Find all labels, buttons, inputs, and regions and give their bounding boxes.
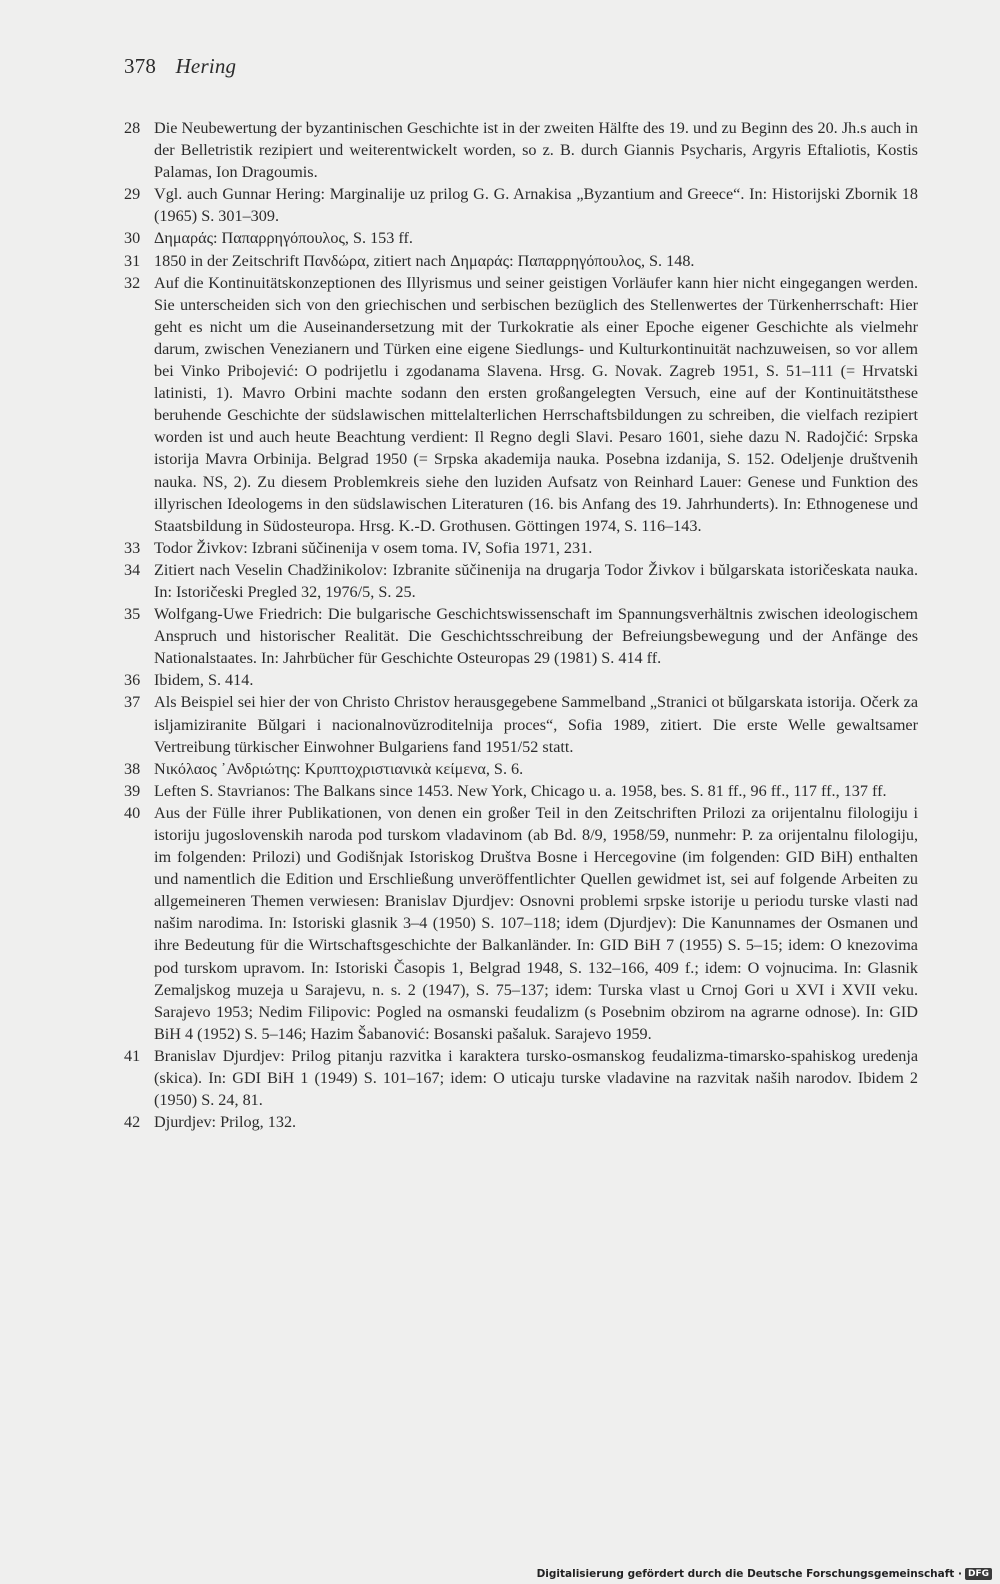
footnote-number: 41 (124, 1046, 141, 1065)
credit-text: Digitalisierung gefördert durch die Deutsche Forschungsgemeinschaft · (536, 1568, 962, 1580)
footnote-number: 38 (124, 759, 141, 778)
footnote-number: 40 (124, 803, 141, 822)
footnote-text: Die Neubewertung der byzantinischen Geschichte ist in der zweiten Hälfte des 19. und zu Beginn des 20. Jh.s auch in der Belletristik rezipiert und weiterentwickelt worden, so z. B. durch Giannis Psycharis, Argyris Eftaliotis, Kostis Palamas, Ion Dragoumis. (154, 119, 918, 182)
footnote-34 (124, 559, 918, 603)
footnote-36 (124, 669, 918, 691)
footnote-39 (124, 780, 918, 802)
footnote-42 (124, 1111, 918, 1133)
footnote-text: Todor Živkov: Izbrani sŭčinenija v osem toma. IV, Sofia 1971, 231. (154, 538, 593, 557)
footnote-28 (124, 117, 918, 183)
footnote-37 (124, 691, 918, 757)
footnote-text: Wolfgang-Uwe Friedrich: Die bulgarische Geschichtswissenschaft im Spannungsverhältnis zwischen ideologischem Anspruch und historischer Realität. Die Geschichtsschreibung der Befreiungsbewegung und der Anfänge des Nationalstaates. In: Jahrbücher für Geschichte Osteuropas 29 (1981) S. 414 ff. (154, 605, 918, 668)
footnote-text: Νικόλαος ᾿Ανδριώτης: Κρυπτοχριστιανικὰ κείμενα, S. 6. (154, 759, 524, 778)
footnote-text: Aus der Fülle ihrer Publikationen, von denen ein großer Teil in den Zeitschriften Prilozi za orijentalnu filologiju i istoriju jugoslovenskih naroda pod turskom vladavinom (ab Bd. 8/9, 1958/59, nunmehr: P. za orijentalnu filologiju, im folgenden: Prilozi) und Godišnjak Istoriskog Društva Bosne i Hercegovine (im folgenden: GID BiH) enthalten und namentlich die Edition und Erschließung unveröffentlichter Quellen gewidmet ist, sei auf folgende Arbeiten zu allgemeineren Themen verwiesen: Branislav Djurdjev: Osnovni problemi srpske istorije u periodu turske vlasti nad našim narodima. In: Istoriski glasnik 3–4 (1950) S. 107–118; idem (Djurdjev): Die Kanunnames der Osmanen und ihre Bedeutung für die Wirtschaftsgeschichte der Balkanländer. In: GID BiH 7 (1955) S. 5–15; idem: O knezovima pod turskom upravom. In: Istoriski Časopis 1, Belgrad 1948, S. 132–166, 409 f.; idem: O vojnucima. In: Glasnik Zemaljskog muzeja u Sarajevu, n. s. 2 (1947), S. 75–137; idem: Turska vlast u Crnoj Gori u XVI i XVII veku. Sarajevo 1953; Nedim Filipovic: Pogled na osmanski feudalizm (s Posebnim obzirom na agrarne odnose). In: GID BiH 4 (1952) S. 5–146; Hazim Šabanović: Bosanski pašaluk. Sarajevo 1959. (154, 803, 918, 1043)
footnote-text: Branislav Djurdjev: Prilog pitanju razvitka i karaktera tursko-osmanskog feudalizma-timarsko-spahiskog uredenja (skica). In: GDI BiH 1 (1949) S. 101–167; idem: O uticaju turske vladavine na razvitak naših narodov. Ibidem 2 (1950) S. 24, 81. (154, 1046, 918, 1110)
footnote-33 (124, 537, 918, 559)
footnote-number: 36 (124, 671, 141, 690)
footnote-number: 35 (124, 605, 141, 624)
digitization-credit (537, 1568, 992, 1580)
running-head: Hering (175, 54, 237, 78)
dfg-logo: DFG (965, 1568, 992, 1580)
footnote-35 (124, 603, 918, 669)
footnote-40 (124, 802, 918, 1045)
footnote-text: Δημαράς: Παπαρρηγόπουλος, S. 153 ff. (154, 229, 413, 248)
footnote-number: 37 (124, 693, 141, 712)
footnote-text: Vgl. auch Gunnar Hering: Marginalije uz prilog G. G. Arnakisa „Byzantium and Greece“. In: Historijski Zbornik 18 (1965) S. 301–309. (154, 185, 918, 226)
footnote-38 (124, 758, 918, 780)
footnote-text: 1850 in der Zeitschrift Πανδώρα, zitiert nach Δημαράς: Παπαρρηγόπουλος, S. 148. (154, 251, 695, 270)
footnote-number: 29 (124, 185, 141, 204)
footnote-number: 31 (124, 251, 141, 270)
footnotes (124, 117, 918, 1133)
footnote-text: Ibidem, S. 414. (154, 671, 254, 690)
footnote-number: 39 (124, 781, 141, 800)
page-header (124, 54, 236, 79)
footnote-29 (124, 183, 918, 227)
footnote-number: 33 (124, 538, 141, 557)
footnote-text: Zitiert nach Veselin Chadžinikolov: Izbranite sŭčinenija na drugarja Todor Živkov i bŭlgarskata istoričeskata nauka. In: Istoričeski Pregled 32, 1976/5, S. 25. (154, 560, 918, 601)
footnote-31 (124, 250, 918, 272)
footnote-text: Djurdjev: Prilog, 132. (154, 1113, 297, 1132)
footnote-number: 30 (124, 229, 141, 248)
footnote-text: Leften S. Stavrianos: The Balkans since 1453. New York, Chicago u. a. 1958, bes. S. 81 ff., 96 ff., 117 ff., 137 ff. (154, 781, 887, 800)
footnote-41 (124, 1045, 918, 1111)
page-number: 378 (124, 54, 157, 78)
footnote-30 (124, 227, 918, 249)
footnote-number: 32 (124, 273, 141, 292)
footnote-number: 28 (124, 119, 141, 137)
footnote-number: 34 (124, 560, 141, 579)
footnote-number: 42 (124, 1113, 141, 1132)
footnote-text: Auf die Kontinuitätskonzeptionen des Illyrismus und seiner geistigen Vorläufer kann hier nicht eingegangen werden. Sie unterscheiden sich von den griechischen und serbischen bezüglich des Stellenwertes der Türkenherrschaft: Hier geht es nicht um die Auseinandersetzung mit der Turkokratie als einer Epoche eigener Geschichte als vielmehr darum, zwischen Venezianern und Türken eine eigene Siedlungs- und Kulturkontinuität nachzuweisen, so vor allem bei Vinko Pribojević: O podrijetlu i zgodanama Slavena. Hrsg. G. Novak. Zagreb 1951, S. 51–111 (= Hrvatski latinisti, 1). Mavro Orbini machte sodann den ersten großangelegten Versuch, eine auf der Kontinuitätsthese beruhende Geschichte der südslawischen mittelalterlichen Herrschaftsbildungen zu schreiben, die vielfach rezipiert worden ist und auch heute Beachtung verdient: Il Regno degli Slavi. Pesaro 1601, siehe dazu N. Radojčić: Srpska istorija Mavra Orbinija. Belgrad 1950 (= Srpska akademija nauka. Posebna izdanija, S. 152. Odeljenje društvenih nauka. NS, 2). Zu diesem Problemkreis siehe den luziden Aufsatz von Reinhard Lauer: Genese und Funktion des illyrischen Ideologems in den südslawischen Literaturen (16. bis Anfang des 19. Jahrhunderts). In: Ethnogenese und Staatsbildung in Südosteuropa. Hrsg. K.-D. Grothusen. Göttingen 1974, S. 116–143. (154, 273, 918, 535)
footnote-32 (124, 272, 918, 537)
footnote-text: Als Beispiel sei hier der von Christo Christov herausgegebene Sammelband „Stranici ot bŭlgarskata istorija. Očerk za isljamiziranite Bŭlgari i nacionalnovŭzroditelnija proces“, Sofia 1989, zitiert. Die erste Welle gewaltsamer Vertreibung türkischer Einwohner Bulgariens fand 1951/52 statt. (154, 693, 918, 756)
